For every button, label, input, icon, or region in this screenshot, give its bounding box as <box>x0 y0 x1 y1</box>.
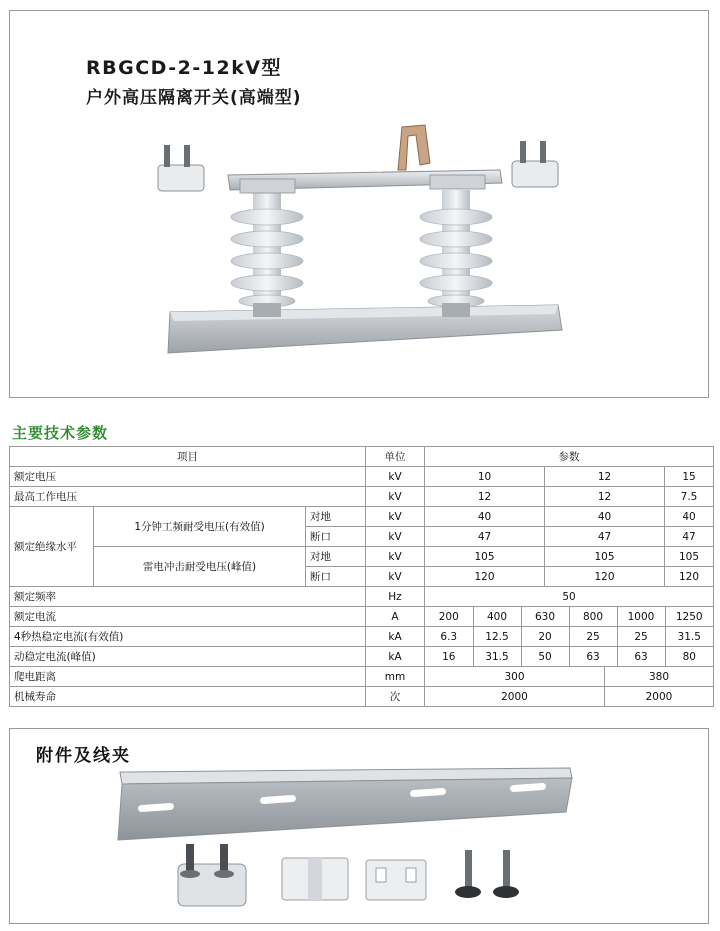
cell: 40 <box>665 507 714 527</box>
header-unit: 单位 <box>366 447 425 467</box>
cell: 12 <box>425 487 545 507</box>
table-row <box>10 487 714 507</box>
table-row <box>10 507 714 527</box>
clamp-plate-1 <box>282 858 348 900</box>
terminal-clamp <box>178 844 246 906</box>
cell: 63 <box>569 647 617 666</box>
table-row <box>10 667 714 687</box>
cell: 120 <box>545 567 665 587</box>
cell: 10 <box>425 467 545 487</box>
row-subsublabel: 对地 <box>306 547 366 567</box>
cell: 6.3 <box>425 627 473 646</box>
table-row <box>10 587 714 607</box>
table-row <box>10 467 714 487</box>
spec-section-title: 主要技术参数 <box>12 424 109 442</box>
cell: 15 <box>665 467 714 487</box>
cell: 105 <box>665 547 714 567</box>
cell: 120 <box>665 567 714 587</box>
row-unit: kV <box>366 487 425 507</box>
cell: 12 <box>545 467 665 487</box>
product-title-line2: 户外高压隔离开关(高端型) <box>86 88 302 108</box>
cell: 47 <box>545 527 665 547</box>
row-unit: kV <box>366 547 425 567</box>
cell: 47 <box>425 527 545 547</box>
header-param: 参数 <box>425 447 714 467</box>
table-row <box>10 647 714 667</box>
clamp-plate-2 <box>366 860 426 900</box>
cell: 20 <box>521 627 569 646</box>
product-title-line1: RBGCD-2-12kV型 <box>86 57 283 79</box>
cell: 63 <box>617 647 665 666</box>
cell: 800 <box>569 607 617 626</box>
cell: 7.5 <box>665 487 714 507</box>
row-sublabel: 1分钟工频耐受电压(有效值) <box>94 507 306 547</box>
cell: 400 <box>473 607 521 626</box>
row-unit: kV <box>366 507 425 527</box>
cell: 120 <box>425 567 545 587</box>
row-unit: kA <box>366 627 425 647</box>
row-unit: 次 <box>366 687 425 707</box>
cell: 16 <box>425 647 473 666</box>
row-label: 4秒热稳定电流(有效值) <box>10 627 366 647</box>
accessories-photo <box>110 764 580 919</box>
cell: 105 <box>425 547 545 567</box>
cell: 630 <box>521 607 569 626</box>
row-subsublabel: 断口 <box>306 527 366 547</box>
row-unit: kA <box>366 647 425 667</box>
accessories-title: 附件及线夹 <box>36 746 131 766</box>
cell: 80 <box>682 650 696 663</box>
row-label: 额定绝缘水平 <box>10 507 94 587</box>
disconnect-switch-photo <box>140 115 580 360</box>
table-header-row <box>10 447 714 467</box>
row-unit: kV <box>366 567 425 587</box>
row-label: 最高工作电压 <box>10 487 366 507</box>
row-label: 额定电流 <box>10 607 366 627</box>
angle-steel <box>118 768 572 840</box>
cell: 50 <box>521 647 569 666</box>
cell: 25 <box>569 627 617 646</box>
table-row <box>10 627 714 647</box>
cell: 40 <box>425 507 545 527</box>
cell: 2000 <box>425 687 605 707</box>
cell: 1000 <box>617 607 665 626</box>
row-unit: kV <box>366 527 425 547</box>
table-row <box>10 607 714 627</box>
cell: 31.5 <box>473 647 521 666</box>
row-label: 机械寿命 <box>10 687 366 707</box>
cell: 25 <box>617 627 665 646</box>
row-label: 动稳定电流(峰值) <box>10 647 366 667</box>
spec-table <box>9 446 714 707</box>
cell: 1250 <box>675 610 703 623</box>
row-label: 额定频率 <box>10 587 366 607</box>
cell: 40 <box>545 507 665 527</box>
header-item: 项目 <box>10 447 366 467</box>
cell: 2000 <box>605 687 714 707</box>
product-title <box>86 53 302 108</box>
row-label: 爬电距离 <box>10 667 366 687</box>
cell: 200 <box>425 607 473 626</box>
bolt-2 <box>493 850 519 898</box>
row-subsublabel: 对地 <box>306 507 366 527</box>
cell: 31.5 <box>677 630 701 643</box>
cell: 300 <box>425 667 605 687</box>
table-row <box>10 547 714 567</box>
row-unit: A <box>366 607 425 627</box>
table-row <box>10 687 714 707</box>
bolt-1 <box>455 850 481 898</box>
cell: 380 <box>605 667 714 687</box>
cell: 105 <box>545 547 665 567</box>
insulator-right <box>420 190 492 317</box>
row-unit: kV <box>366 467 425 487</box>
cell: 50 <box>425 587 714 607</box>
cell: 12.5 <box>473 627 521 646</box>
cell: 12 <box>545 487 665 507</box>
cell: 47 <box>665 527 714 547</box>
insulator-left <box>231 190 303 317</box>
row-unit: Hz <box>366 587 425 607</box>
row-unit: mm <box>366 667 425 687</box>
row-subsublabel: 断口 <box>306 567 366 587</box>
row-sublabel: 雷电冲击耐受电压(峰值) <box>94 547 306 587</box>
row-label: 额定电压 <box>10 467 366 487</box>
